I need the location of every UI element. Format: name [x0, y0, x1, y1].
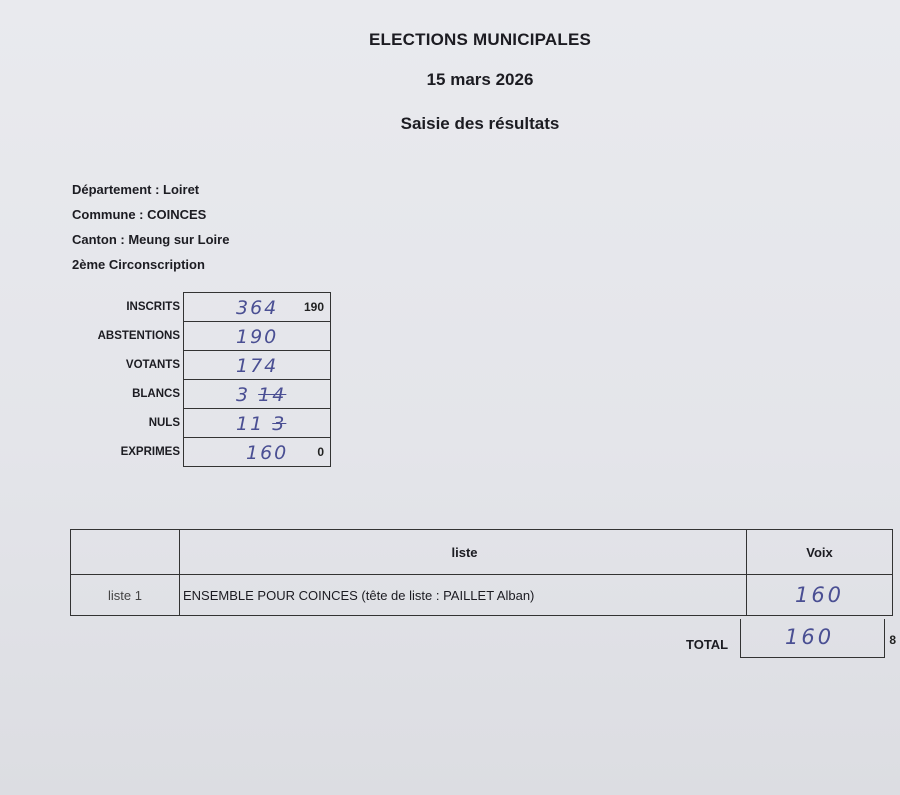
count-value: 3	[236, 384, 251, 406]
document-title: ELECTIONS MUNICIPALES	[368, 30, 592, 49]
count-label: VOTANTS	[60, 351, 184, 380]
count-value: 160	[246, 442, 289, 464]
count-label: EXPRIMES	[60, 438, 184, 467]
election-date: 15 mars 2026	[426, 70, 534, 89]
results-table	[70, 529, 893, 616]
total-label: TOTAL	[686, 637, 729, 652]
count-row-inscrits	[60, 293, 331, 322]
count-row-votants	[60, 351, 331, 380]
count-value-cell	[184, 351, 331, 380]
total-extra: 8	[889, 633, 896, 647]
circonscription: 2ème Circonscription	[72, 257, 205, 272]
count-extra: 0	[317, 445, 324, 459]
count-value-cell	[184, 293, 331, 322]
count-value: 11	[236, 413, 265, 435]
total-box	[740, 619, 896, 658]
count-extra: 190	[303, 300, 324, 314]
total-value: 160	[785, 625, 835, 649]
liste-voix: 160	[794, 583, 845, 607]
count-value-cell	[184, 438, 331, 467]
count-row-nuls	[60, 409, 331, 438]
liste-id: liste 1	[71, 575, 180, 616]
count-row-exprimes	[60, 438, 331, 467]
liste-voix-cell	[747, 575, 893, 616]
count-struck-value: 3	[272, 413, 287, 435]
document-subtitle: Saisie des résultats	[400, 114, 560, 133]
commune: Commune : COINCES	[72, 207, 207, 222]
counts-table	[60, 292, 331, 467]
table-row	[71, 575, 893, 616]
count-value-cell	[184, 409, 331, 438]
count-value-cell	[184, 380, 331, 409]
canton: Canton : Meung sur Loire	[72, 232, 230, 247]
count-value: 174	[236, 355, 279, 377]
count-row-blancs	[60, 380, 331, 409]
results-header-id	[71, 530, 180, 575]
count-value: 364	[236, 297, 279, 319]
results-header-row	[71, 530, 893, 575]
results-header-voix: Voix	[747, 530, 893, 575]
count-label: NULS	[60, 409, 184, 438]
count-label: INSCRITS	[60, 293, 184, 322]
results-header-liste: liste	[180, 530, 747, 575]
departement: Département : Loiret	[72, 182, 200, 197]
count-value: 190	[236, 326, 279, 348]
location-info	[72, 177, 229, 277]
count-row-abstentions	[60, 322, 331, 351]
count-value-cell	[184, 322, 331, 351]
count-label: ABSTENTIONS	[60, 322, 184, 351]
liste-name: ENSEMBLE POUR COINCES (tête de liste : PAILLET Alban)	[180, 575, 747, 616]
count-label: BLANCS	[60, 380, 184, 409]
count-struck-value: 14	[258, 384, 287, 406]
